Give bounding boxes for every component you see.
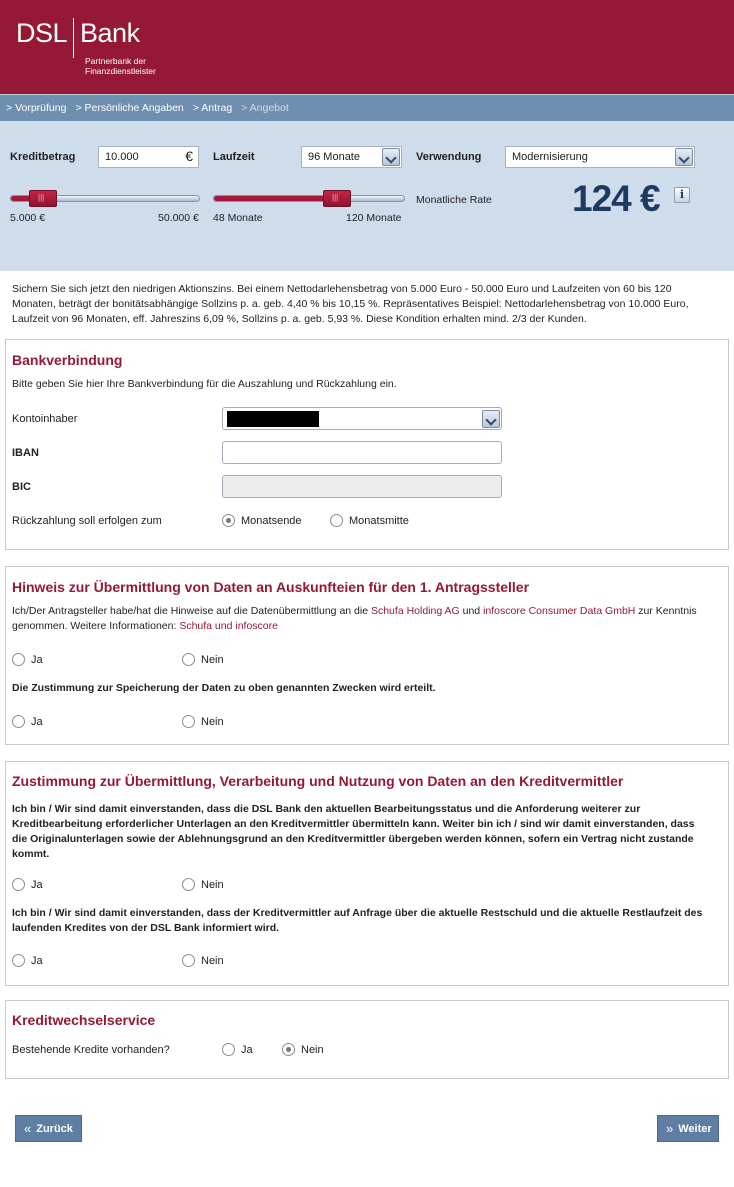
usage-value: Modernisierung <box>512 151 588 163</box>
redacted-name <box>227 411 319 427</box>
broker-q2-no-radio[interactable] <box>182 954 224 967</box>
usage-label: Verwendung <box>416 151 482 163</box>
radio-checked-icon <box>282 1043 295 1056</box>
radio-unchecked-icon <box>182 954 195 967</box>
logo-text-left: DSL <box>16 18 68 48</box>
chevron-down-icon[interactable] <box>382 148 400 166</box>
radio-label: Ja <box>241 1043 253 1056</box>
loan-calculator <box>0 121 734 271</box>
bic-label: BIC <box>12 481 31 493</box>
duration-value: 96 Monate <box>308 151 360 163</box>
amount-max: 50.000 € <box>158 212 199 224</box>
radio-label: Ja <box>31 878 43 891</box>
schufa-link[interactable]: Schufa Holding AG <box>370 605 460 617</box>
iban-label: IBAN <box>12 447 39 459</box>
radio-unchecked-icon <box>182 715 195 728</box>
radio-unchecked-icon <box>12 878 25 891</box>
existing-credits-label: Bestehende Kredite vorhanden? <box>12 1044 170 1056</box>
radio-label: Ja <box>31 653 43 666</box>
logo-tagline-line2: Finanzdienstleister <box>85 66 156 76</box>
breadcrumb <box>0 94 734 121</box>
double-chevron-left-icon: « <box>24 1121 32 1136</box>
duration-slider-handle[interactable] <box>323 190 351 207</box>
credit-switch-title: Kreditwechselservice <box>12 1012 156 1028</box>
repayment-mid-month-radio[interactable] <box>330 514 409 527</box>
broker-q2-text: Ich bin / Wir sind damit einverstanden, dass der Kreditvermittler auf Anfrage über die aktuelle Restschuld und die aktuelle Restlaufzeit des laufenden Kredites von der DSL Bank informiert wird. <box>12 907 703 934</box>
logo-separator <box>73 18 74 58</box>
broker-q1-text: Ich bin / Wir sind damit einverstanden, dass die DSL Bank den aktuellen Bearbeitungsstatus und die Anforderung weiterer zur Kreditbearbeitung erforderlicher Unterlagen an den Kreditvermittler übermitteln kann. Weiter bin ich / sind wir damit einverstanden, dass die Originalunterlagen sowie der Ablehnungsgrund an den Kreditvermittler übergeben werden können, sofern ein Vertrag nicht zustande kommt. <box>12 803 695 860</box>
amount-label: Kreditbetrag <box>10 151 76 163</box>
breadcrumb-antrag[interactable]: > Antrag <box>192 102 233 114</box>
infoscore-link[interactable]: infoscore Consumer Data GmbH <box>483 605 636 617</box>
chevron-down-icon[interactable] <box>675 148 693 166</box>
radio-label: Nein <box>201 715 224 728</box>
breadcrumb-label: Persönliche Angaben <box>84 102 184 114</box>
monthly-rate-value: 124 € <box>572 178 660 219</box>
back-button[interactable] <box>15 1115 82 1142</box>
radio-unchecked-icon <box>12 653 25 666</box>
repayment-month-end-radio[interactable] <box>222 514 302 527</box>
credit-q2-no-radio[interactable] <box>182 715 224 728</box>
existing-credits-yes-radio[interactable] <box>222 1043 253 1056</box>
chevron-down-icon[interactable] <box>482 410 500 428</box>
breadcrumb-label: Vorprüfung <box>15 102 67 114</box>
duration-slider[interactable] <box>213 195 405 202</box>
radio-label: Ja <box>31 954 43 967</box>
dsl-bank-logo[interactable] <box>16 18 156 76</box>
next-button-label: Weiter <box>678 1122 712 1135</box>
radio-label: Nein <box>201 878 224 891</box>
radio-checked-icon <box>222 514 235 527</box>
amount-value: 10.000 <box>105 151 139 163</box>
broker-q1-no-radio[interactable] <box>182 878 224 891</box>
credit-q1-yes-radio[interactable] <box>12 653 43 666</box>
interest-disclaimer: Sichern Sie sich jetzt den niedrigen Aktionszins. Bei einem Nettodarlehensbetrag von 5.000 Euro - 50.000 Euro und Laufzeiten von 60 bis 120 Monaten, beträgt der bonitätsabhängige Sollzins p. a. geb. 4,40 % bis 10,15 %. Repräsentatives Beispiel: Nettodarlehensbetrag von 10.000 Euro, Laufzeit von 96 Monaten, eff. Jahreszins 6,09 %, Sollzins p. a. geb. 5,93 %. Diese Kondition erhalten mind. 2/3 der Kunden. <box>12 283 689 325</box>
bic-input[interactable] <box>222 475 502 498</box>
logo-tagline <box>85 56 156 76</box>
double-chevron-right-icon: » <box>666 1121 674 1136</box>
breadcrumb-label: Angebot <box>249 102 289 114</box>
radio-unchecked-icon <box>330 514 343 527</box>
logo-tagline-line1: Partnerbank der <box>85 56 146 66</box>
back-button-label: Zurück <box>36 1122 73 1135</box>
breadcrumb-persoenliche-angaben[interactable]: > Persönliche Angaben <box>75 102 184 114</box>
text-part: zur Kenntnis genommen. Weitere Informationen: <box>12 605 697 632</box>
radio-label: Nein <box>201 653 224 666</box>
header <box>0 0 734 94</box>
credit-bureau-text <box>12 604 712 634</box>
radio-unchecked-icon <box>222 1043 235 1056</box>
more-info-link[interactable]: Schufa und infoscore <box>179 620 278 632</box>
bank-details-section <box>5 339 729 550</box>
repayment-label: Rückzahlung soll erfolgen zum <box>12 515 162 527</box>
info-icon[interactable]: i <box>674 187 690 203</box>
credit-q2-text: Die Zustimmung zur Speicherung der Daten zu oben genannten Zwecken wird erteilt. <box>12 682 436 694</box>
logo-text-right: Bank <box>80 18 140 48</box>
credit-bureau-title: Hinweis zur Übermittlung von Daten an Auskunfteien für den 1. Antragssteller <box>12 579 530 595</box>
credit-q2-yes-radio[interactable] <box>12 715 43 728</box>
credit-q1-no-radio[interactable] <box>182 653 224 666</box>
radio-unchecked-icon <box>12 954 25 967</box>
breadcrumb-vorpruefung[interactable]: > Vorprüfung <box>6 102 67 114</box>
amount-slider[interactable] <box>10 195 200 202</box>
radio-label: Monatsmitte <box>349 514 409 527</box>
existing-credits-no-radio[interactable] <box>282 1043 324 1056</box>
broker-q2-yes-radio[interactable] <box>12 954 43 967</box>
rate-label: Monatliche Rate <box>416 194 492 206</box>
text-part: Ich/Der Antragsteller habe/hat die Hinweise auf die Datenübermittlung an die <box>12 605 371 617</box>
radio-label: Nein <box>201 954 224 967</box>
duration-select[interactable] <box>301 146 402 168</box>
next-button[interactable] <box>657 1115 719 1142</box>
broker-consent-title: Zustimmung zur Übermittlung, Verarbeitung und Nutzung von Daten an den Kreditvermittler <box>12 773 624 789</box>
broker-consent-section <box>5 761 729 986</box>
breadcrumb-label: Antrag <box>201 102 233 114</box>
duration-label: Laufzeit <box>213 151 255 163</box>
radio-label: Nein <box>301 1043 324 1056</box>
text-part: und <box>459 605 484 617</box>
radio-label: Monatsende <box>241 514 302 527</box>
credit-switch-section <box>5 1000 729 1079</box>
holder-label: Kontoinhaber <box>12 413 78 425</box>
euro-sign: € <box>185 148 193 164</box>
duration-slider-fill <box>214 196 337 201</box>
account-holder-select[interactable] <box>222 407 502 430</box>
radio-label: Ja <box>31 715 43 728</box>
bank-details-intro: Bitte geben Sie hier Ihre Bankverbindung für die Auszahlung und Rückzahlung ein. <box>12 378 397 390</box>
usage-select[interactable] <box>505 146 695 168</box>
amount-input[interactable] <box>98 146 199 168</box>
amount-min: 5.000 € <box>10 212 46 224</box>
radio-unchecked-icon <box>182 878 195 891</box>
iban-input[interactable] <box>222 441 502 464</box>
bank-details-title: Bankverbindung <box>12 352 123 368</box>
duration-max: 120 Monate <box>346 212 402 224</box>
amount-slider-handle[interactable] <box>29 190 57 207</box>
duration-min: 48 Monate <box>213 212 263 224</box>
broker-q1-yes-radio[interactable] <box>12 878 43 891</box>
radio-unchecked-icon <box>12 715 25 728</box>
credit-bureau-section <box>5 566 729 745</box>
breadcrumb-angebot: > Angebot <box>241 102 289 114</box>
radio-unchecked-icon <box>182 653 195 666</box>
